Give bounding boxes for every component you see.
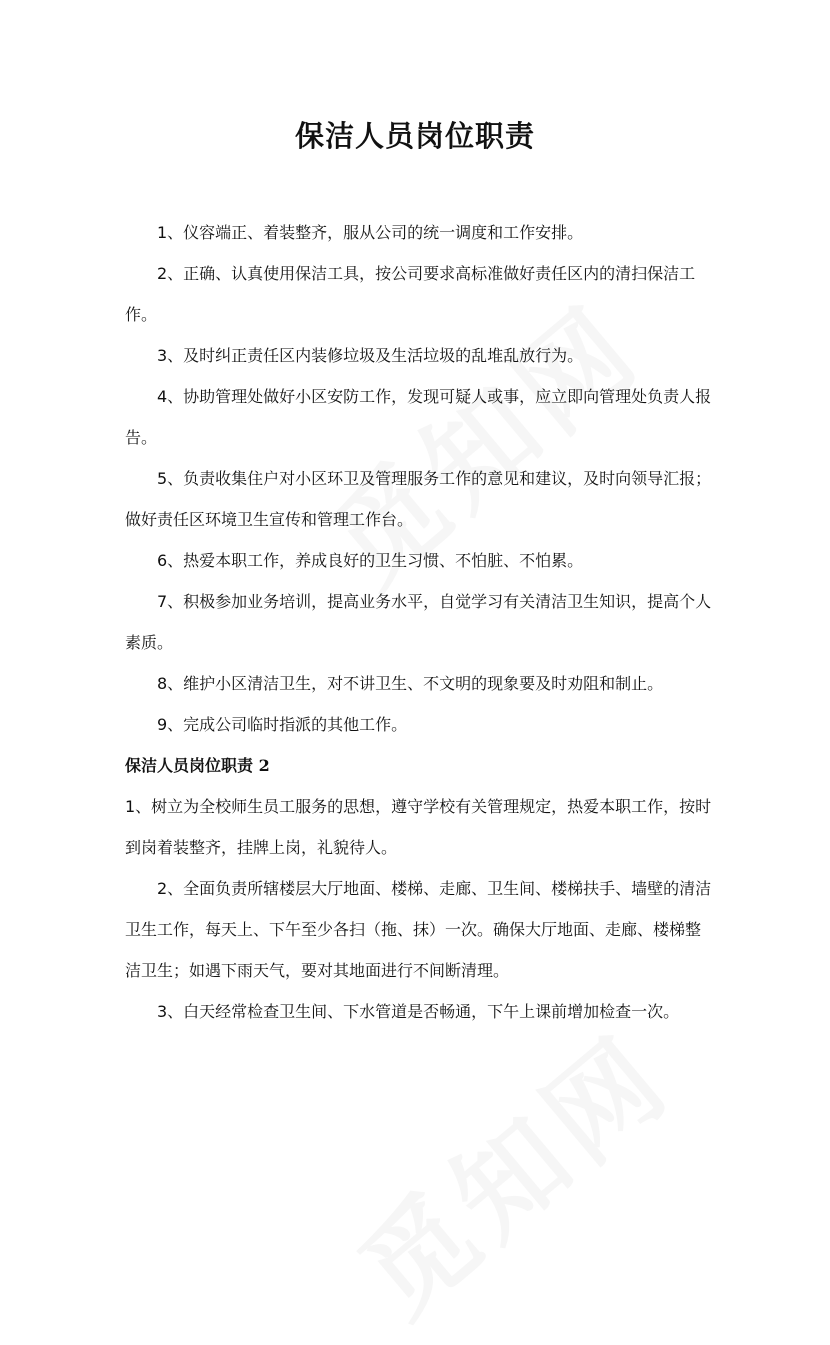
duty-item: 1、树立为全校师生员工服务的思想，遵守学校有关管理规定，热爱本职工作，按时到岗着装整齐，挂牌上岗，礼貌待人。 (125, 797, 712, 857)
duty-item: 3、及时纠正责任区内装修垃圾及生活垃圾的乱堆乱放行为。 (157, 346, 584, 365)
duty-item: 5、负责收集住户对小区环卫及管理服务工作的意见和建议，及时向领导汇报；做好责任区环境卫生宣传和管理工作台。 (125, 469, 712, 529)
duty-item: 9、完成公司临时指派的其他工作。 (157, 715, 408, 734)
section-heading: 保洁人员岗位职责 2 (125, 756, 270, 775)
document-body (125, 212, 715, 1032)
duty-item: 4、协助管理处做好小区安防工作，发现可疑人或事，应立即向管理处负责人报告。 (125, 387, 712, 447)
document-title: 保洁人员岗位职责 (294, 119, 535, 153)
duty-item: 3、白天经常检查卫生间、下水管道是否畅通，下午上课前增加检查一次。 (157, 1002, 680, 1021)
duty-item: 2、全面负责所辖楼层大厅地面、楼梯、走廊、卫生间、楼梯扶手、墙壁的清洁卫生工作，每天上、下午至少各扫（拖、抹）一次。确保大厅地面、走廊、楼梯整洁卫生；如遇下雨天气，要对其地面进行不间断清理。 (125, 879, 712, 980)
duty-item: 7、积极参加业务培训，提高业务水平，自觉学习有关清洁卫生知识，提高个人素质。 (125, 592, 712, 652)
duty-item: 6、热爱本职工作，养成良好的卫生习惯、不怕脏、不怕累。 (157, 551, 584, 570)
watermark (321, 993, 698, 1345)
duty-item: 2、正确、认真使用保洁工具，按公司要求高标准做好责任区内的清扫保洁工作。 (125, 264, 696, 324)
duty-item: 8、维护小区清洁卫生，对不讲卫生、不文明的现象要及时劝阻和制止。 (157, 674, 664, 693)
duty-item: 1、仪容端正、着装整齐，服从公司的统一调度和工作安排。 (157, 223, 584, 242)
